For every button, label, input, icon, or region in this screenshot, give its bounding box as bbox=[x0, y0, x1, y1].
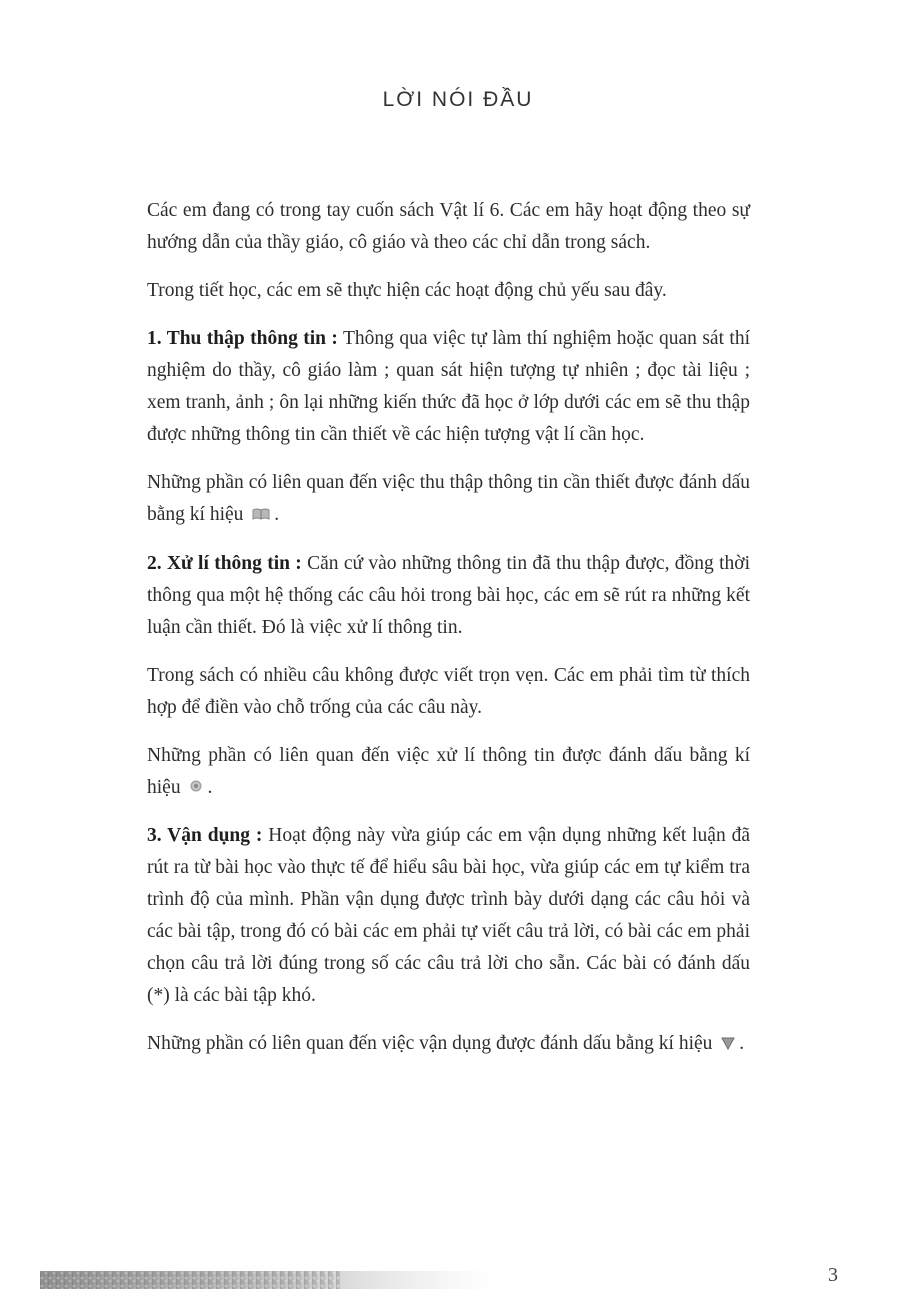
paragraph-text: Những phần có liên quan đến việc xử lí thông tin được đánh dấu bằng kí hiệu bbox=[147, 744, 750, 798]
paragraph-text: Trong sách có nhiều câu không được viết trọn vẹn. Các em phải tìm từ thích hợp để điền vào chỗ trống của các câu này. bbox=[147, 664, 750, 718]
section-heading: 1. Thu thập thông tin : bbox=[147, 328, 338, 349]
page-title: LỜI NÓI ĐẦU bbox=[382, 88, 534, 111]
paragraph-text: Thông qua việc tự làm thí nghiệm hoặc quan sát thí nghiệm do thầy, cô giáo làm ; quan sát hiện tượng tự nhiên ; đọc tài liệu ; xem tranh, ảnh ; ôn lại những kiến thức đã học ở lớp dưới các em sẽ thu thập được những thông tin cần thiết về các hiện tượng vật lí cần học. bbox=[147, 328, 750, 445]
section-heading: 2. Xử lí thông tin : bbox=[147, 552, 302, 574]
section-heading: 3. Vận dụng : bbox=[147, 825, 263, 847]
paragraph-apply bbox=[147, 820, 750, 1012]
process-symbol-icon bbox=[189, 772, 203, 804]
paragraph-process-symbol bbox=[147, 740, 750, 805]
paragraph-text: Trong tiết học, các em sẽ thực hiện các hoạt động chủ yếu sau đây. bbox=[147, 280, 667, 301]
page-number: 3 bbox=[828, 1264, 838, 1286]
paragraph-collect-symbol bbox=[147, 467, 750, 532]
paragraph-end: . bbox=[739, 1033, 745, 1055]
paragraph-text: Những phần có liên quan đến việc vận dụng được đánh dấu bằng kí hiệu bbox=[147, 1033, 713, 1055]
paragraph-apply-symbol bbox=[147, 1028, 750, 1061]
page-body bbox=[147, 195, 750, 1077]
paragraph-text: Các em đang có trong tay cuốn sách Vật lí 6. Các em hãy hoạt động theo sự hướng dẫn của thầy giáo, cô giáo và theo các chỉ dẫn trong sách. bbox=[147, 200, 750, 253]
paragraph-end: . bbox=[274, 504, 280, 525]
paragraph-text: Hoạt động này vừa giúp các em vận dụng những kết luận đã rút ra từ bài học vào thực tế để hiểu sâu bài học, vừa giúp các em tự kiểm tra trình độ của mình. Phần vận dụng được trình bày dưới dạng các câu hỏi và các bài tập, trong đó có bài các em phải tự viết câu trả lời, có bài các em phải chọn câu trả lời đúng trong số các câu trả lời cho sẵn. Các bài có đánh dấu (*) là các bài tập khó. bbox=[147, 825, 750, 1007]
paragraph-activities bbox=[147, 275, 750, 307]
apply-symbol-icon bbox=[721, 1029, 735, 1061]
paragraph-process-info bbox=[147, 548, 750, 644]
info-symbol-icon bbox=[252, 500, 270, 532]
paragraph-end: . bbox=[207, 776, 213, 798]
paragraph-collect-info bbox=[147, 323, 750, 451]
paragraph-text: Những phần có liên quan đến việc thu thập thông tin cần thiết được đánh dấu bằng kí hiệu bbox=[147, 472, 750, 525]
paragraph-fill-blanks bbox=[147, 660, 750, 724]
decorative-footer-strip bbox=[40, 1268, 500, 1292]
paragraph-intro bbox=[147, 195, 750, 259]
paragraph-text: Căn cứ vào những thông tin đã thu thập được, đồng thời thông qua một hệ thống các câu hỏi trong bài học, các em sẽ rút ra những kết luận cần thiết. Đó là việc xử lí thông tin. bbox=[147, 552, 750, 638]
